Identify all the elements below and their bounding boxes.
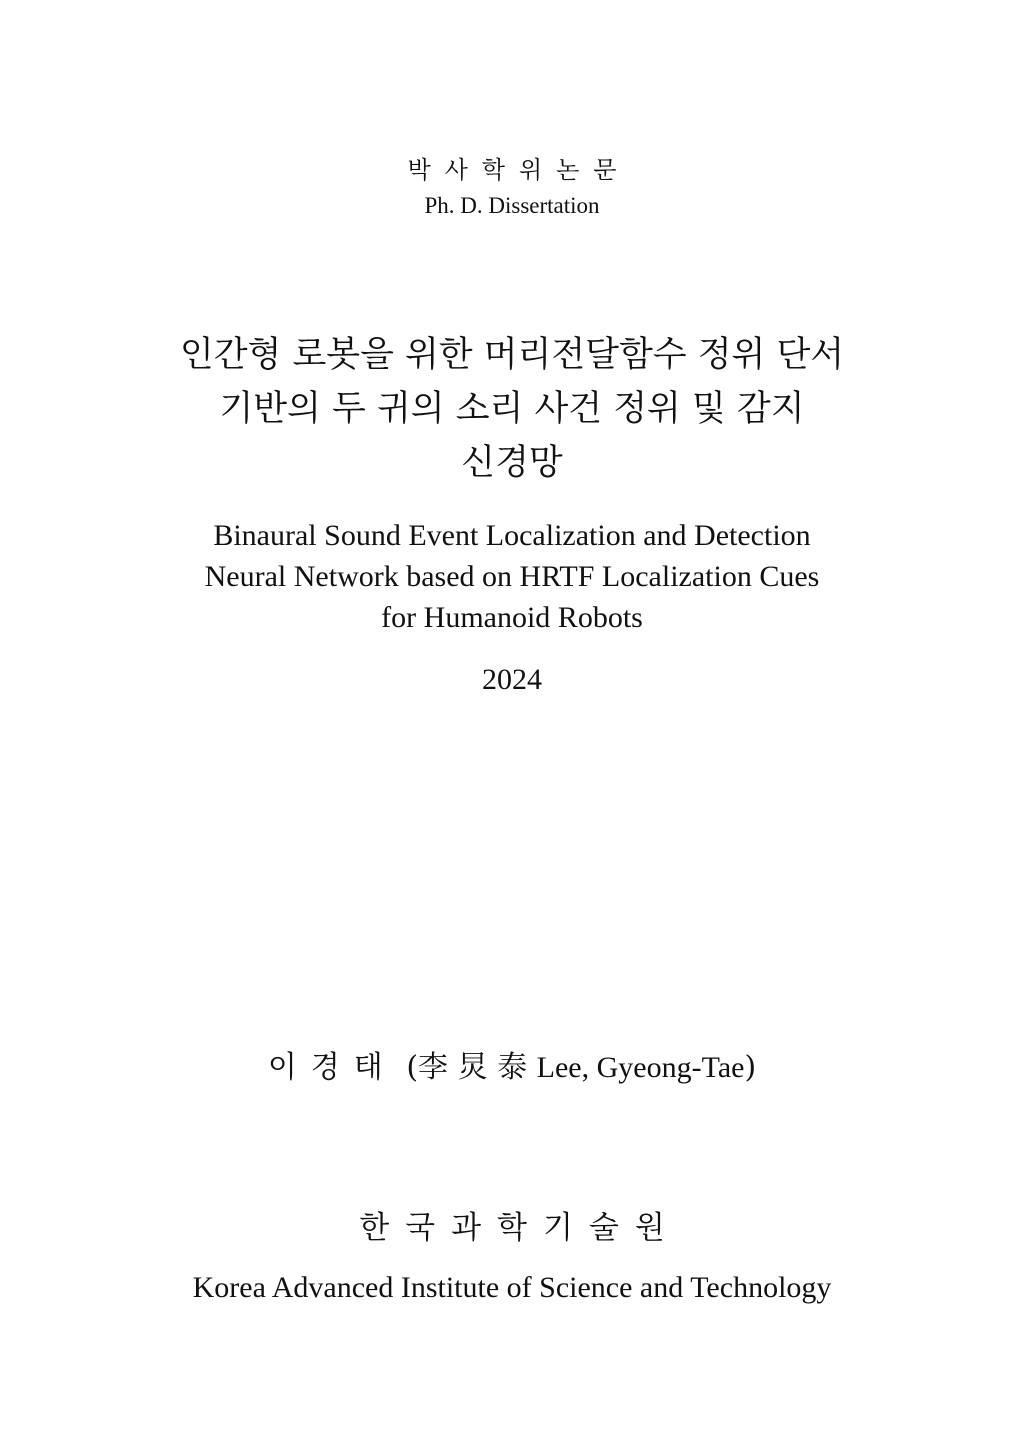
title-korean-line-1: 인간형 로봇을 위한 머리전달함수 정위 단서 xyxy=(179,335,845,375)
author-korean-name: 이경태 xyxy=(267,1050,397,1085)
title-korean-line-3: 신경망 xyxy=(461,443,563,483)
institution-english: Korea Advanced Institute of Science and Technology xyxy=(192,1271,832,1304)
title-korean xyxy=(0,328,1024,490)
author xyxy=(0,1042,1024,1086)
title-english-line-1: Binaural Sound Event Localization and Detection xyxy=(213,519,811,552)
institution-korean: 한국과학기술원 xyxy=(359,1210,681,1246)
author-english-name: Lee, Gyeong-Tae xyxy=(536,1051,745,1084)
author-open-paren: ( xyxy=(406,1050,419,1085)
title-english xyxy=(0,515,1024,638)
degree-english: Ph. D. Dissertation xyxy=(424,193,600,218)
title-korean-line-2: 기반의 두 귀의 소리 사건 정위 및 감지 xyxy=(219,389,805,429)
author-close-paren: ) xyxy=(744,1050,757,1085)
year: 2024 xyxy=(482,663,542,696)
author-hanja-name: 李 炅 泰 xyxy=(418,1050,528,1085)
degree-korean: 박사학위논문 xyxy=(407,156,631,184)
title-english-line-3: for Humanoid Robots xyxy=(381,601,643,634)
title-english-line-2: Neural Network based on HRTF Localization Cues xyxy=(204,560,820,593)
